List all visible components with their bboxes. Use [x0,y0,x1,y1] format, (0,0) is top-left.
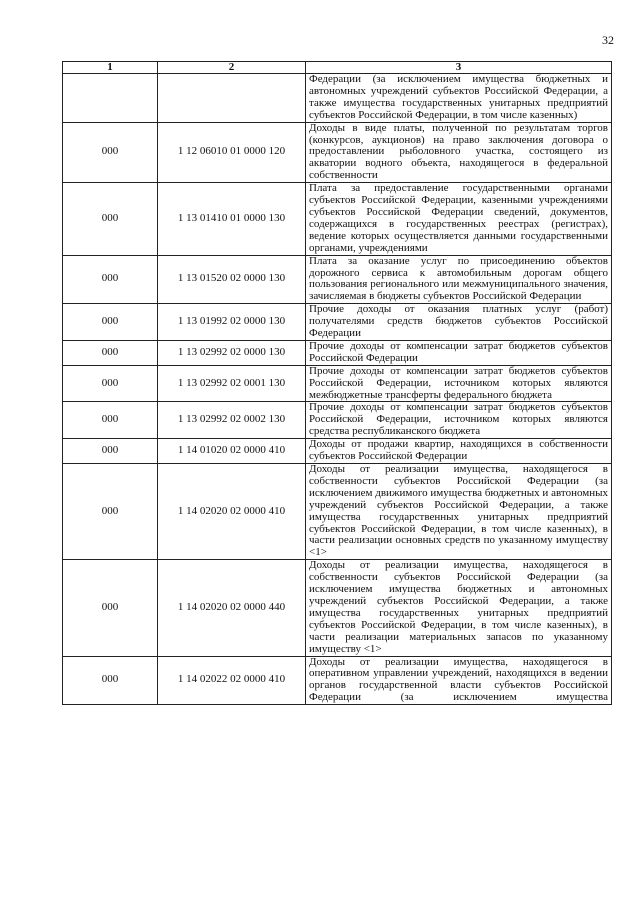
revenue-code-cell [158,74,306,123]
revenue-code-cell: 1 13 02992 02 0002 130 [158,402,306,439]
table-row [63,402,612,439]
revenue-code-cell: 1 12 06010 01 0000 120 [158,122,306,183]
admin-code-cell: 000 [63,340,158,365]
admin-code-cell: 000 [63,464,158,560]
revenue-name-cell: Прочие доходы от компенсации затрат бюджетов субъектов Российской Федерации, источником которых являются межбюджетные трансферты федерального бюджета [306,365,612,402]
column-header-2: 2 [158,62,306,74]
table-row [63,365,612,402]
admin-code-cell [63,74,158,123]
table-row [63,255,612,304]
admin-code-cell: 000 [63,304,158,341]
revenue-name-cell: Доходы от продажи квартир, находящихся в собственности субъектов Российской Федерации [306,439,612,464]
table-row [63,74,612,123]
revenue-code-cell: 1 13 01410 01 0000 130 [158,183,306,255]
revenue-name-cell: Доходы от реализации имущества, находящегося в оперативном управлении учреждений, находящихся в ведении органов государственной власти субъектов Российской Федерации (за исключением имущества [306,656,612,705]
admin-code-cell: 000 [63,402,158,439]
table-row [63,464,612,560]
revenue-name-cell: Доходы в виде платы, полученной по результатам торгов (конкурсов, аукционов) на право заключения договора о предоставлении рыболовного участка, состоящего из акватории водного объекта, находящегося в федеральной собственности [306,122,612,183]
admin-code-cell: 000 [63,560,158,656]
table-row [63,340,612,365]
admin-code-cell: 000 [63,183,158,255]
admin-code-cell: 000 [63,255,158,304]
revenue-name-cell: Плата за оказание услуг по присоединению объектов дорожного сервиса к автомобильным дорогам общего пользования регионального или межмуниципального значения, зачисляемая в бюджеты субъектов Российской Федерации [306,255,612,304]
revenue-name-cell: Прочие доходы от компенсации затрат бюджетов субъектов Российской Федерации [306,340,612,365]
revenue-name-cell: Федерации (за исключением имущества бюджетных и автономных учреждений субъектов Российской Федерации, а также имущества государственных унитарных предприятий субъектов Российской Федерации, в том числе казенных) [306,74,612,123]
table-row [63,304,612,341]
revenue-code-cell: 1 13 01992 02 0000 130 [158,304,306,341]
revenue-code-cell: 1 14 02020 02 0000 410 [158,464,306,560]
revenue-name-cell: Прочие доходы от оказания платных услуг (работ) получателями средств бюджетов субъектов Российской Федерации [306,304,612,341]
admin-code-cell: 000 [63,656,158,705]
revenue-code-cell: 1 14 01020 02 0000 410 [158,439,306,464]
revenue-code-cell: 1 14 02022 02 0000 410 [158,656,306,705]
table-row [63,560,612,656]
column-header-1: 1 [63,62,158,74]
admin-code-cell: 000 [63,365,158,402]
table-row [63,122,612,183]
table-header-row [63,62,612,74]
table-row [63,656,612,705]
table-row [63,183,612,255]
admin-code-cell: 000 [63,122,158,183]
revenue-name-cell: Доходы от реализации имущества, находящегося в собственности субъектов Российской Федерации (за исключением движимого имущества бюджетных и автономных учреждений субъектов Российской Федерации, а также имущества государственных унитарных предприятий субъектов Российской Федерации, в том числе казенных), в части реализации основных средств по указанному имуществу <1> [306,464,612,560]
revenue-codes-table [62,61,612,705]
revenue-code-cell: 1 13 02992 02 0000 130 [158,340,306,365]
revenue-code-cell: 1 14 02020 02 0000 440 [158,560,306,656]
revenue-name-cell: Прочие доходы от компенсации затрат бюджетов субъектов Российской Федерации, источником которых являются средства республиканского бюджета [306,402,612,439]
table-row [63,439,612,464]
admin-code-cell: 000 [63,439,158,464]
revenue-code-cell: 1 13 01520 02 0000 130 [158,255,306,304]
revenue-name-cell: Плата за предоставление государственными органами субъектов Российской Федерации, казенными учреждениями субъектов Российской Федерации сведений, документов, содержащихся в государственных реестрах (регистрах), ведение которых осуществляется данными государственными органами, учреждениями [306,183,612,255]
revenue-code-cell: 1 13 02992 02 0001 130 [158,365,306,402]
revenue-name-cell: Доходы от реализации имущества, находящегося в собственности субъектов Российской Федерации (за исключением имущества бюджетных и автономных учреждений субъектов Российской Федерации, а также имущества государственных унитарных предприятий субъектов Российской Федерации, в том числе казенных), в части реализации материальных запасов по указанному имуществу <1> [306,560,612,656]
column-header-3: 3 [306,62,612,74]
page-number: 32 [602,33,614,47]
